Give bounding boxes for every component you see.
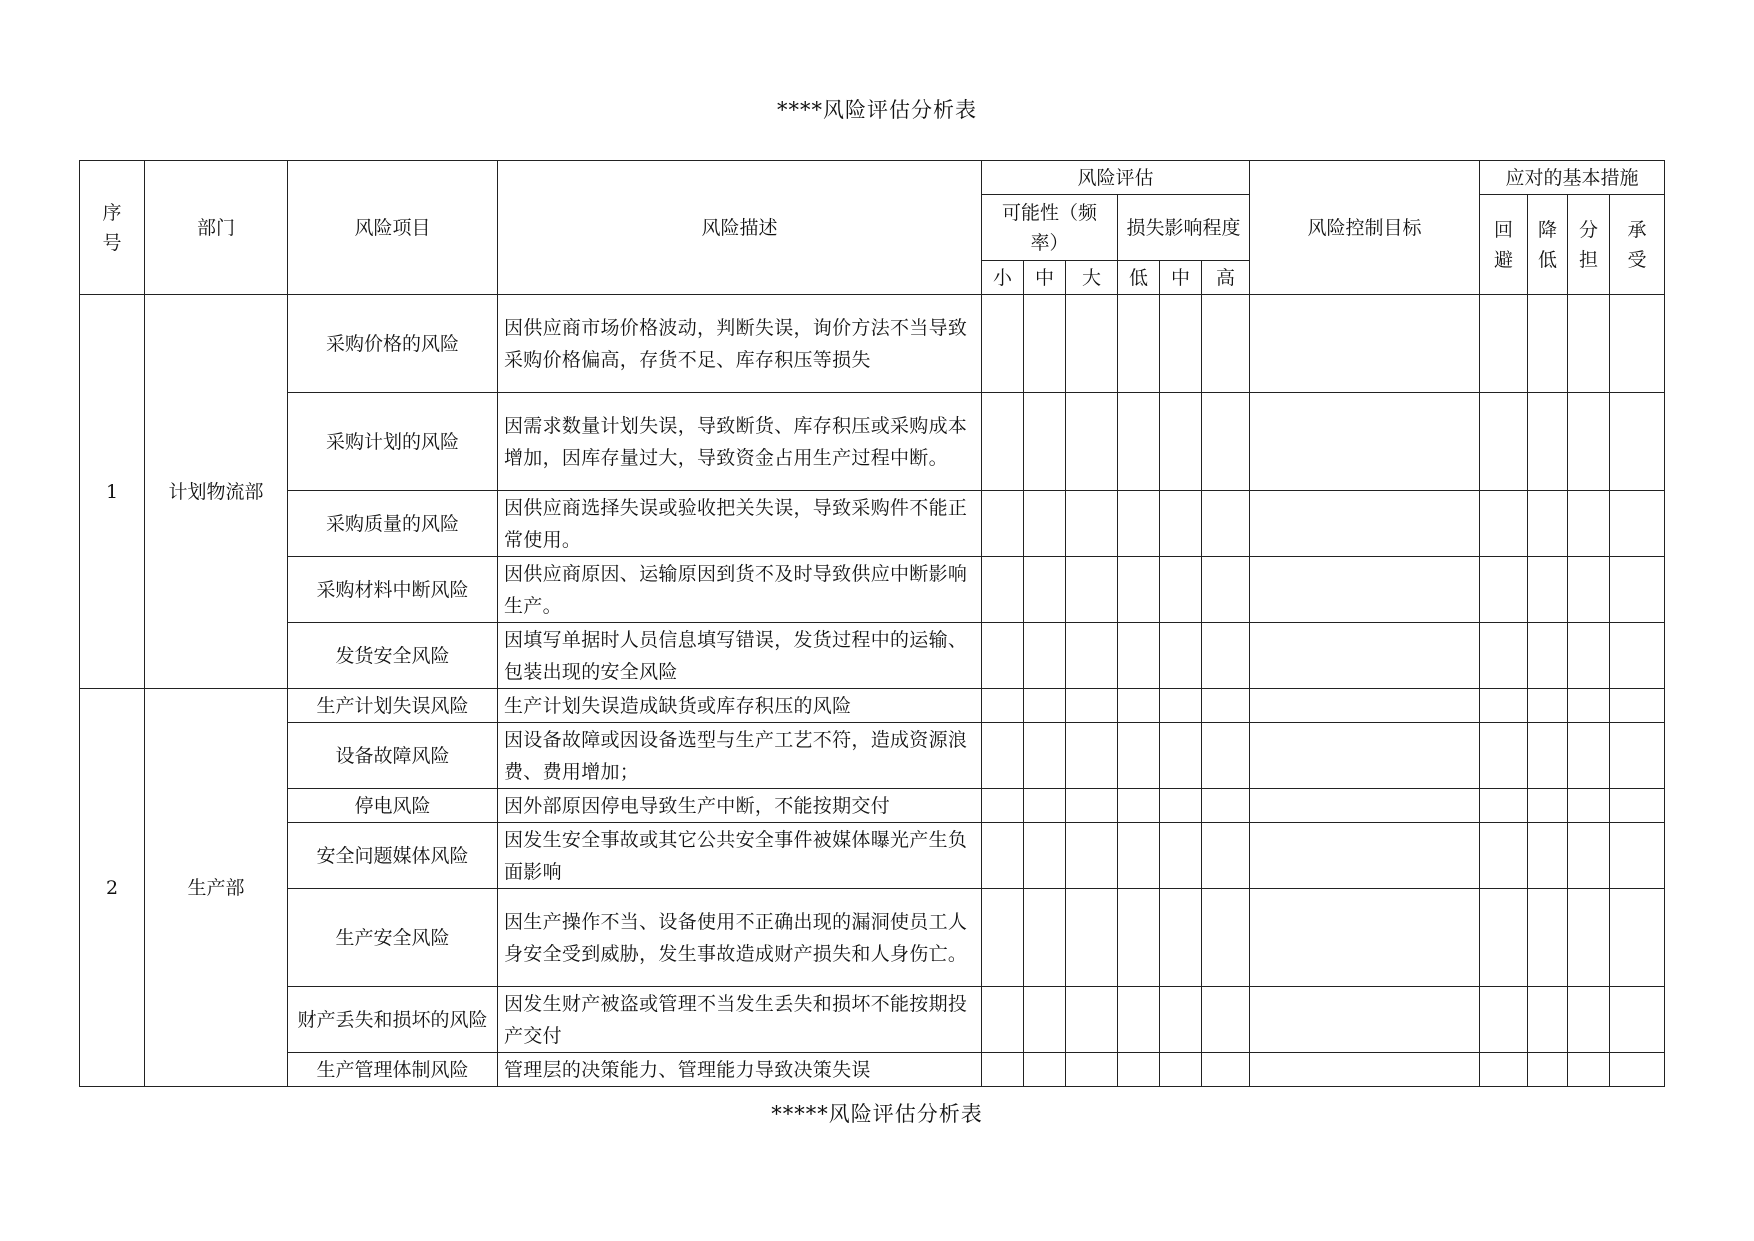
- risk-desc: 因发生安全事故或其它公共安全事件被媒体曝光产生负面影响: [498, 823, 982, 889]
- header-likelihood-large: 大: [1066, 261, 1118, 295]
- risk-item: 采购计划的风险: [288, 393, 498, 491]
- risk-desc: 生产计划失误造成缺货或库存积压的风险: [498, 689, 982, 723]
- header-desc: 风险描述: [498, 161, 982, 295]
- header-impact-high: 高: [1202, 261, 1250, 295]
- risk-item: 生产管理体制风险: [288, 1053, 498, 1087]
- header-impact-low: 低: [1118, 261, 1160, 295]
- table-row: [80, 723, 1665, 789]
- header-share: 分 担: [1568, 195, 1610, 295]
- header-assessment: 风险评估: [982, 161, 1250, 195]
- risk-desc: 因供应商市场价格波动，判断失误，询价方法不当导致采购价格偏高，存货不足、库存积压等损失: [498, 295, 982, 393]
- table-row: [80, 557, 1665, 623]
- header-target: 风险控制目标: [1250, 161, 1480, 295]
- header-reduce: 降 低: [1528, 195, 1568, 295]
- risk-item: 采购质量的风险: [288, 491, 498, 557]
- table-row: [80, 623, 1665, 689]
- risk-item: 设备故障风险: [288, 723, 498, 789]
- risk-item: 采购材料中断风险: [288, 557, 498, 623]
- group-seq: 2: [80, 689, 145, 1087]
- risk-desc: 因填写单据时人员信息填写错误，发货过程中的运输、包装出现的安全风险: [498, 623, 982, 689]
- risk-item: 停电风险: [288, 789, 498, 823]
- table-row: [80, 295, 1665, 393]
- table-row: [80, 789, 1665, 823]
- footer-title: *****风险评估分析表: [771, 1102, 983, 1126]
- header-avoid: 回 避: [1480, 195, 1528, 295]
- risk-item: 财产丢失和损坏的风险: [288, 987, 498, 1053]
- risk-item: 生产安全风险: [288, 889, 498, 987]
- group-dept: 计划物流部: [145, 295, 288, 689]
- header-dept: 部门: [145, 161, 288, 295]
- risk-desc: 因需求数量计划失误，导致断货、库存积压或采购成本增加，因库存量过大，导致资金占用生产过程中断。: [498, 393, 982, 491]
- risk-table: [79, 160, 1665, 1087]
- header-impact-mid: 中: [1160, 261, 1202, 295]
- risk-desc: 因供应商原因、运输原因到货不及时导致供应中断影响生产。: [498, 557, 982, 623]
- table-row: [80, 1053, 1665, 1087]
- header-likelihood-mid: 中: [1024, 261, 1066, 295]
- table-row: [80, 823, 1665, 889]
- group-dept: 生产部: [145, 689, 288, 1087]
- table-row: [80, 689, 1665, 723]
- risk-desc: 因供应商选择失误或验收把关失误，导致采购件不能正常使用。: [498, 491, 982, 557]
- header-accept: 承 受: [1610, 195, 1665, 295]
- risk-desc: 因生产操作不当、设备使用不正确出现的漏洞使员工人身安全受到威胁，发生事故造成财产损失和人身伤亡。: [498, 889, 982, 987]
- risk-item: 生产计划失误风险: [288, 689, 498, 723]
- header-impact: 损失影响程度: [1118, 195, 1250, 261]
- group-seq: 1: [80, 295, 145, 689]
- table-row: [80, 987, 1665, 1053]
- header-likelihood-small: 小: [982, 261, 1024, 295]
- risk-item: 采购价格的风险: [288, 295, 498, 393]
- header-item: 风险项目: [288, 161, 498, 295]
- header-measures: 应对的基本措施: [1480, 161, 1665, 195]
- risk-desc: 管理层的决策能力、管理能力导致决策失误: [498, 1053, 982, 1087]
- table-row: [80, 491, 1665, 557]
- table-row: [80, 889, 1665, 987]
- risk-item: 安全问题媒体风险: [288, 823, 498, 889]
- risk-desc: 因设备故障或因设备选型与生产工艺不符，造成资源浪费、费用增加；: [498, 723, 982, 789]
- page-title: ****风险评估分析表: [777, 98, 977, 122]
- header-seq: 序 号: [80, 161, 145, 295]
- table-row: [80, 393, 1665, 491]
- risk-desc: 因外部原因停电导致生产中断，不能按期交付: [498, 789, 982, 823]
- risk-item: 发货安全风险: [288, 623, 498, 689]
- header-likelihood: 可能性（频率）: [982, 195, 1118, 261]
- risk-desc: 因发生财产被盗或管理不当发生丢失和损坏不能按期投产交付: [498, 987, 982, 1053]
